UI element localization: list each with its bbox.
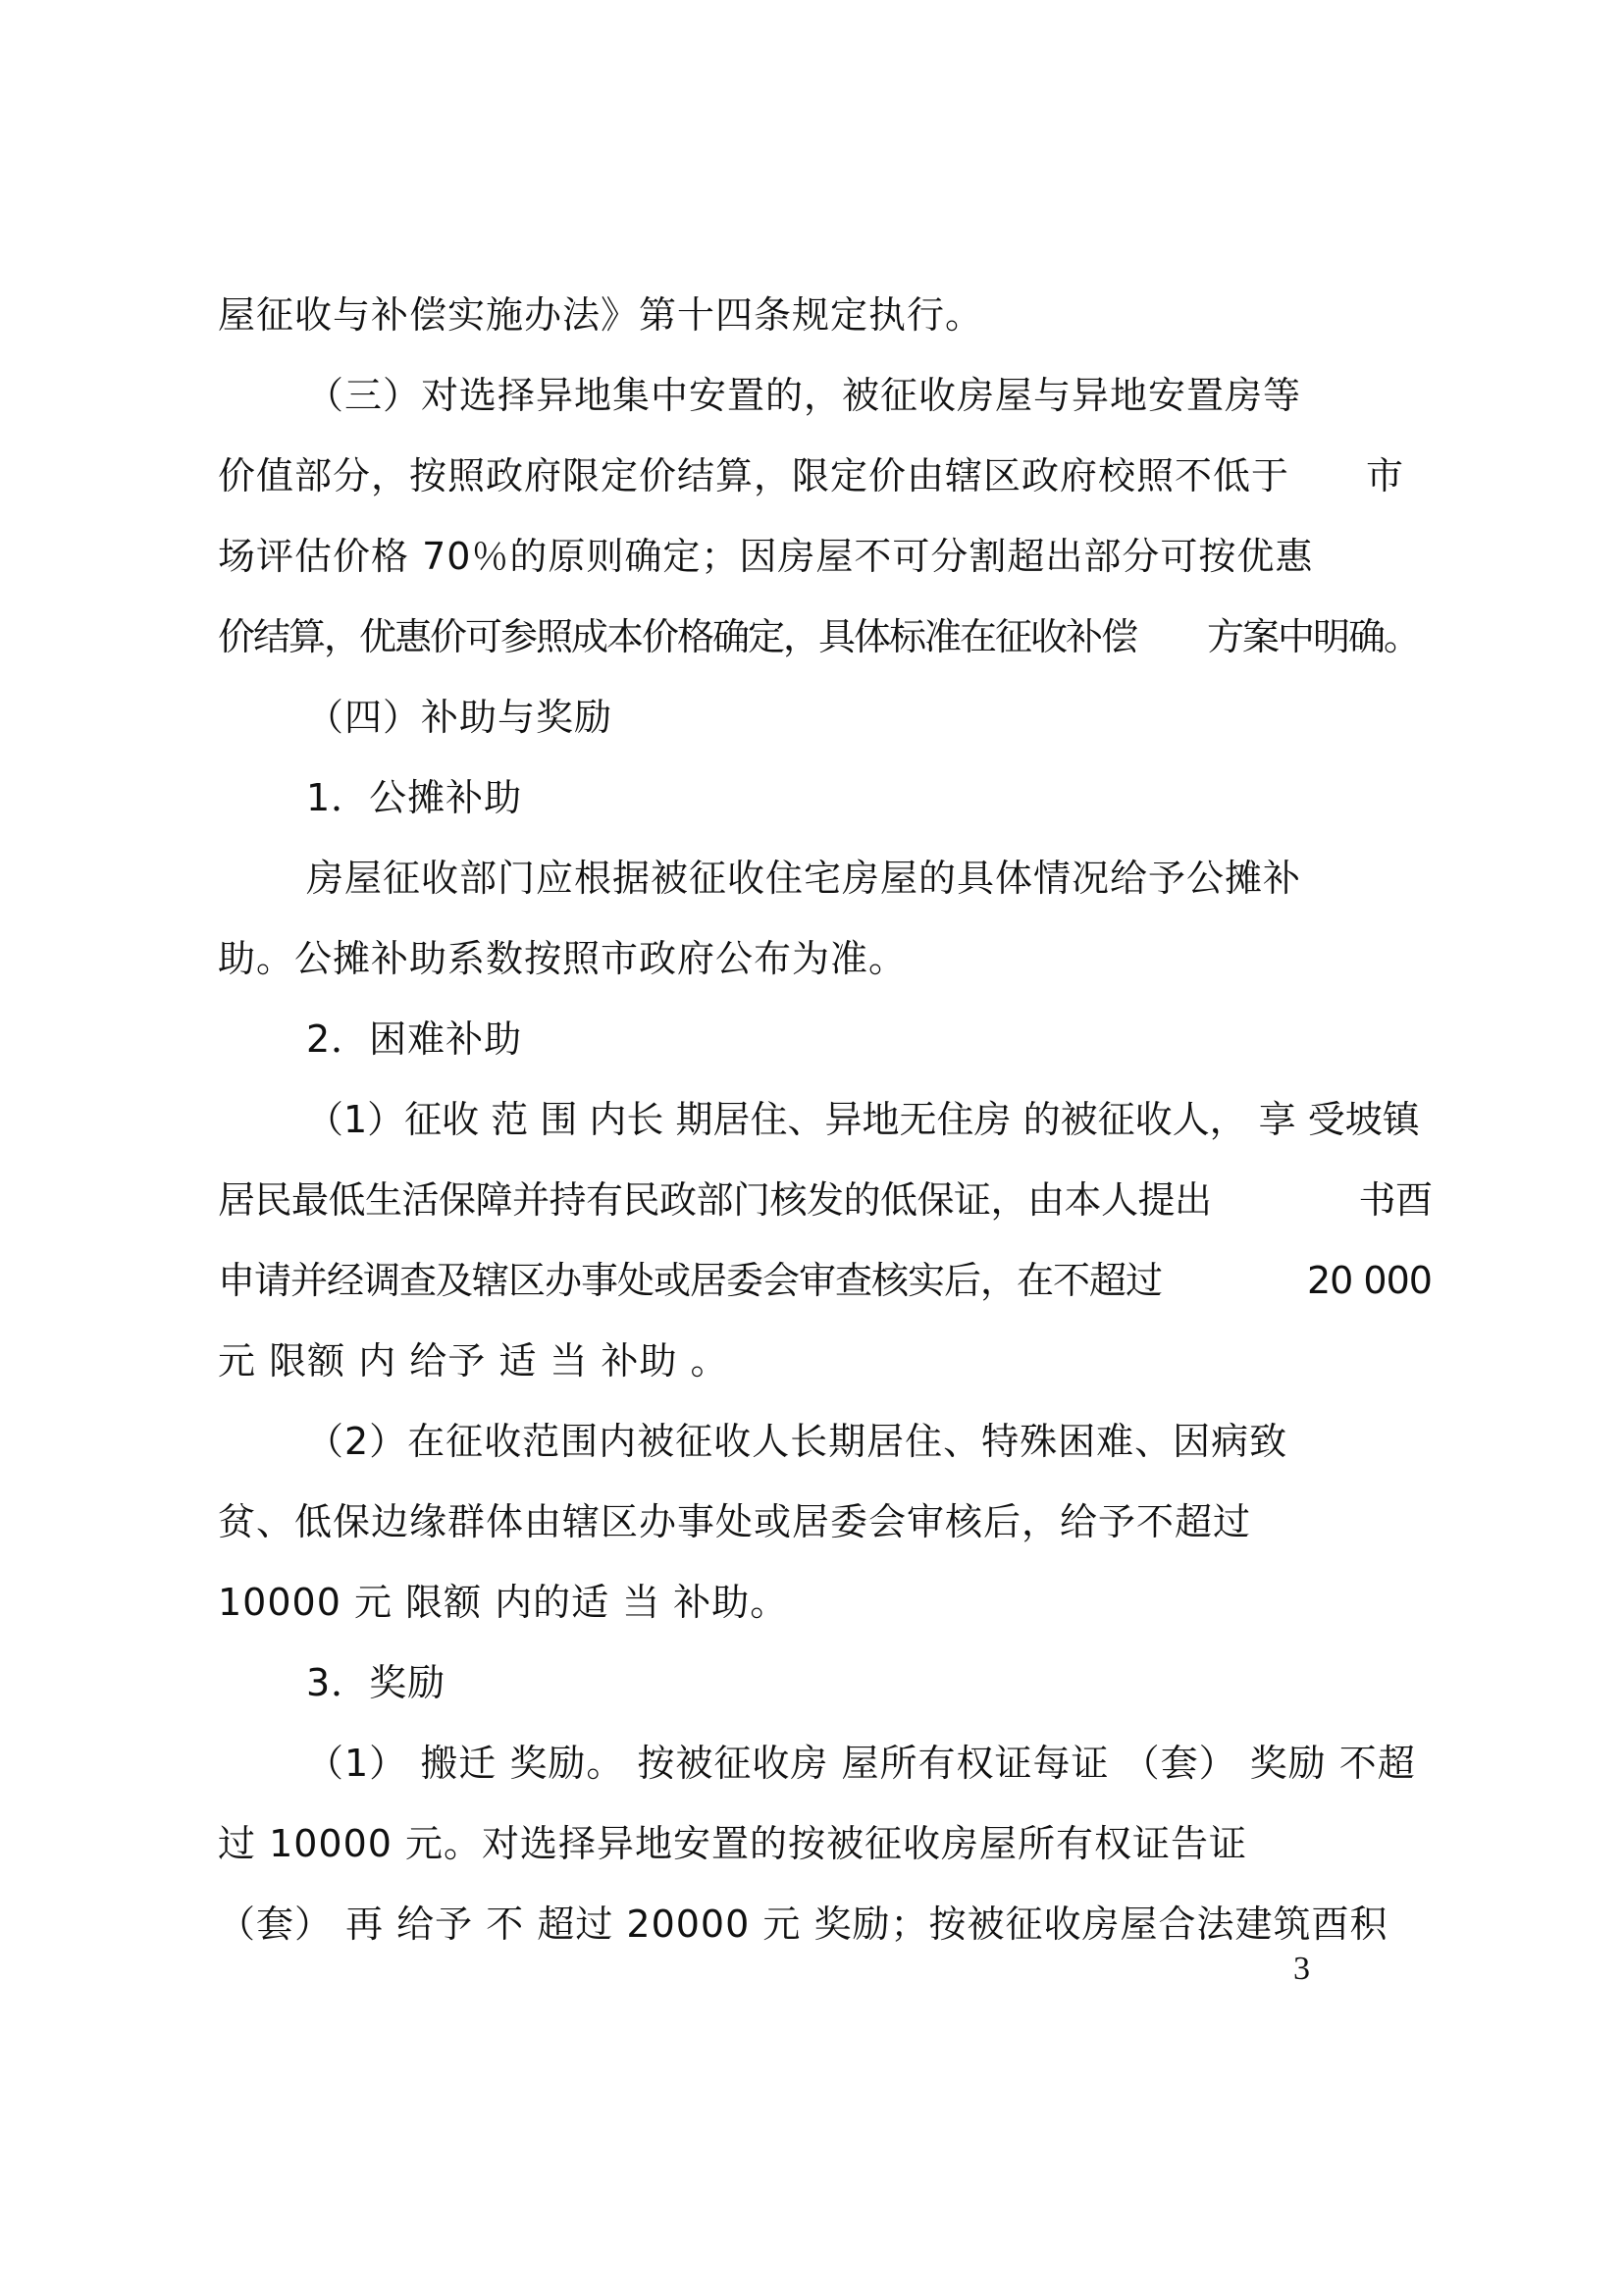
text-line: 房屋征收部门应根据被征收住宅房屋的具体情况给予公摊补 bbox=[306, 857, 1302, 900]
section-heading: （四）补助与奖励 bbox=[306, 696, 613, 739]
text-line: 过 10000 元。对选择异地安置的按被征收房屋所有权证告证 bbox=[218, 1822, 1248, 1865]
subsection-heading: 2．困难补助 bbox=[306, 1017, 523, 1061]
page-number: 3 bbox=[1293, 1951, 1310, 1987]
text-line: （1）征收 范 围 内长 期居住、异地无住房 的被征收人， 享 受坡镇 bbox=[306, 1098, 1420, 1141]
text-line: 场评估价格 70％的原则确定；因房屋不可分割超出部分可按优惠 bbox=[218, 535, 1314, 578]
text-line: 价值部分，按照政府限定价结算，限定价由辖区政府校照不低于 市 bbox=[218, 454, 1405, 497]
text-line: 助。公摊补助系数按照市政府公布为准。 bbox=[218, 937, 908, 980]
text-line: （三）对选择异地集中安置的，被征收房屋与异地安置房等 bbox=[306, 374, 1302, 417]
text-line: 贫、低保边缘群体由辖区办事处或居委会审核后，给予不超过 bbox=[218, 1500, 1252, 1543]
text-line: 价结算，优惠价可参照成本价格确定，具体标准在征收补偿 方案中明确。 bbox=[218, 615, 1420, 658]
text-line: 屋征收与补偿实施办法》第十四条规定执行。 bbox=[218, 293, 984, 337]
text-line: （1） 搬迁 奖励。 按被征收房 屋所有权证每证 （套） 奖励 不超 bbox=[306, 1742, 1416, 1785]
text-line: 申请并经调查及辖区办事处或居委会审查核实后，在不超过 20 000 bbox=[218, 1259, 1432, 1302]
subsection-heading: 3．奖励 bbox=[306, 1661, 446, 1704]
text-line: （套） 再 给予 不 超过 20000 元 奖励；按被征收房屋合法建筑酉积 bbox=[218, 1903, 1388, 1946]
text-line: 10000 元 限额 内的适 当 补助。 bbox=[218, 1581, 789, 1624]
text-line: （2）在征收范围内被征收人长期居住、特殊困难、因病致 bbox=[306, 1420, 1288, 1463]
text-line: 元 限额 内 给予 适 当 补助 。 bbox=[218, 1339, 729, 1382]
subsection-heading: 1．公摊补助 bbox=[306, 776, 523, 819]
text-line: 居民最低生活保障并持有民政部门核发的低保证，由本人提出 书酉 bbox=[218, 1178, 1433, 1222]
